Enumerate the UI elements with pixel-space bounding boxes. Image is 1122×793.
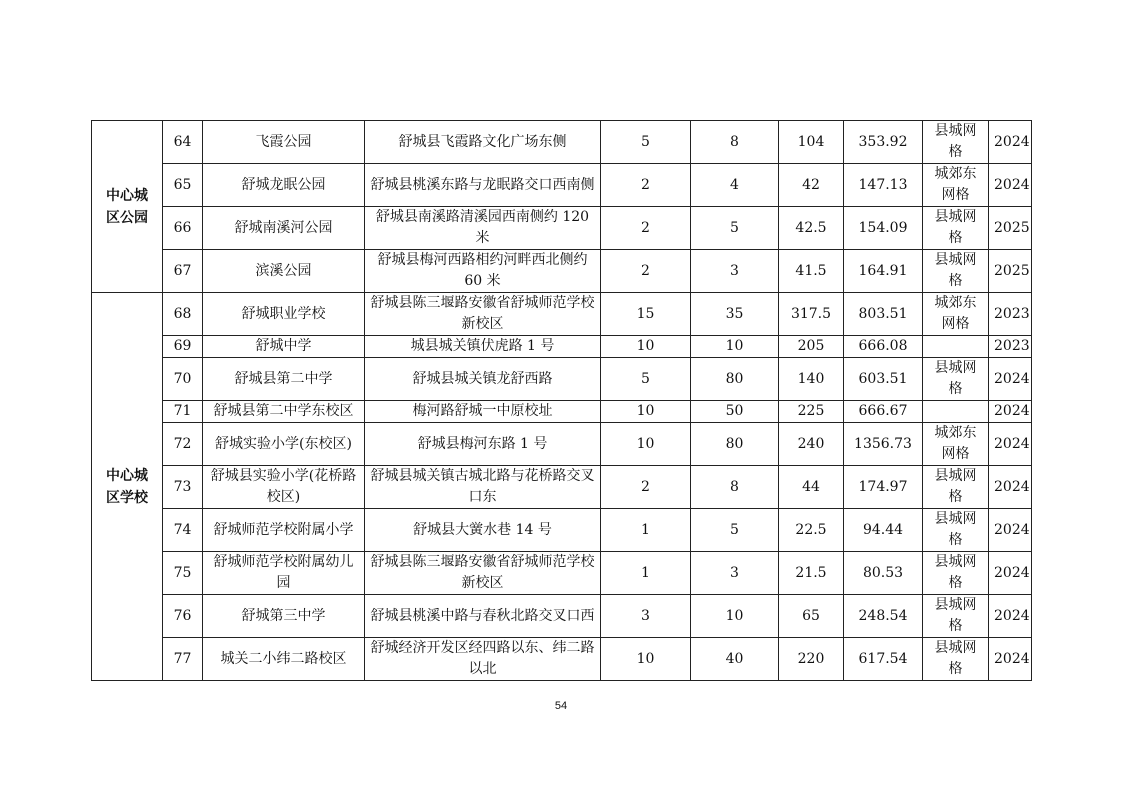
value-b-cell: 5 bbox=[691, 207, 779, 250]
value-b-cell: 10 bbox=[691, 595, 779, 638]
value-d-cell: 248.54 bbox=[844, 595, 923, 638]
value-a-cell: 2 bbox=[601, 250, 691, 293]
category-label: 中心城区公园 bbox=[106, 187, 148, 226]
value-c-cell: 140 bbox=[779, 358, 844, 401]
value-d-cell: 1356.73 bbox=[844, 423, 923, 466]
value-a-cell: 2 bbox=[601, 164, 691, 207]
value-d-cell: 154.09 bbox=[844, 207, 923, 250]
value-d-cell: 80.53 bbox=[844, 552, 923, 595]
year-cell: 2024 bbox=[989, 509, 1032, 552]
value-b-cell: 10 bbox=[691, 336, 779, 358]
value-b-cell: 3 bbox=[691, 250, 779, 293]
value-c-cell: 104 bbox=[779, 121, 844, 164]
table-row bbox=[92, 164, 1032, 207]
table-row bbox=[92, 358, 1032, 401]
year-cell: 2024 bbox=[989, 595, 1032, 638]
facility-name-cell: 飞霞公园 bbox=[203, 121, 365, 164]
value-b-cell: 5 bbox=[691, 509, 779, 552]
value-a-cell: 10 bbox=[601, 401, 691, 423]
table-row bbox=[92, 293, 1032, 336]
value-b-cell: 80 bbox=[691, 423, 779, 466]
table-row bbox=[92, 466, 1032, 509]
year-cell: 2025 bbox=[989, 250, 1032, 293]
value-d-cell: 803.51 bbox=[844, 293, 923, 336]
value-b-cell: 8 bbox=[691, 466, 779, 509]
location-cell: 舒城县城关镇古城北路与花桥路交叉口东 bbox=[365, 466, 601, 509]
facility-name-cell: 舒城第三中学 bbox=[203, 595, 365, 638]
grid-cell: 县城网格 bbox=[923, 638, 989, 681]
value-d-cell: 147.13 bbox=[844, 164, 923, 207]
year-cell: 2024 bbox=[989, 552, 1032, 595]
facility-name-cell: 舒城南溪河公园 bbox=[203, 207, 365, 250]
serial-number-cell: 73 bbox=[163, 466, 203, 509]
location-cell: 城县城关镇伏虎路 1 号 bbox=[365, 336, 601, 358]
grid-cell: 县城网格 bbox=[923, 207, 989, 250]
value-c-cell: 21.5 bbox=[779, 552, 844, 595]
value-d-cell: 603.51 bbox=[844, 358, 923, 401]
location-cell: 舒城县大黉水巷 14 号 bbox=[365, 509, 601, 552]
value-a-cell: 5 bbox=[601, 121, 691, 164]
location-cell: 舒城县飞霞路文化广场东侧 bbox=[365, 121, 601, 164]
serial-number-cell: 76 bbox=[163, 595, 203, 638]
category-cell bbox=[92, 121, 163, 293]
table-row bbox=[92, 638, 1032, 681]
value-c-cell: 41.5 bbox=[779, 250, 844, 293]
value-b-cell: 40 bbox=[691, 638, 779, 681]
value-a-cell: 2 bbox=[601, 466, 691, 509]
facility-name-cell: 舒城师范学校附属幼儿园 bbox=[203, 552, 365, 595]
value-a-cell: 10 bbox=[601, 638, 691, 681]
year-cell: 2023 bbox=[989, 293, 1032, 336]
value-c-cell: 42.5 bbox=[779, 207, 844, 250]
value-c-cell: 65 bbox=[779, 595, 844, 638]
grid-cell bbox=[923, 336, 989, 358]
facility-table bbox=[91, 120, 1032, 681]
serial-number-cell: 67 bbox=[163, 250, 203, 293]
serial-number-cell: 65 bbox=[163, 164, 203, 207]
category-cell bbox=[92, 293, 163, 681]
grid-cell: 县城网格 bbox=[923, 466, 989, 509]
location-cell: 舒城县梅河西路相约河畔西北侧约 60 米 bbox=[365, 250, 601, 293]
facility-name-cell: 舒城师范学校附属小学 bbox=[203, 509, 365, 552]
table-row bbox=[92, 423, 1032, 466]
value-d-cell: 666.67 bbox=[844, 401, 923, 423]
serial-number-cell: 74 bbox=[163, 509, 203, 552]
table-row bbox=[92, 250, 1032, 293]
location-cell: 舒城县陈三堰路安徽省舒城师范学校新校区 bbox=[365, 552, 601, 595]
value-a-cell: 5 bbox=[601, 358, 691, 401]
value-b-cell: 8 bbox=[691, 121, 779, 164]
value-c-cell: 205 bbox=[779, 336, 844, 358]
value-b-cell: 80 bbox=[691, 358, 779, 401]
location-cell: 舒城县梅河东路 1 号 bbox=[365, 423, 601, 466]
facility-name-cell: 舒城县实验小学(花桥路校区) bbox=[203, 466, 365, 509]
grid-cell: 城郊东网格 bbox=[923, 423, 989, 466]
year-cell: 2024 bbox=[989, 401, 1032, 423]
value-a-cell: 1 bbox=[601, 552, 691, 595]
table-row bbox=[92, 595, 1032, 638]
value-c-cell: 317.5 bbox=[779, 293, 844, 336]
serial-number-cell: 68 bbox=[163, 293, 203, 336]
value-c-cell: 240 bbox=[779, 423, 844, 466]
value-a-cell: 10 bbox=[601, 423, 691, 466]
value-d-cell: 617.54 bbox=[844, 638, 923, 681]
value-d-cell: 94.44 bbox=[844, 509, 923, 552]
value-d-cell: 164.91 bbox=[844, 250, 923, 293]
value-c-cell: 220 bbox=[779, 638, 844, 681]
facility-name-cell: 舒城县第二中学 bbox=[203, 358, 365, 401]
grid-cell: 县城网格 bbox=[923, 595, 989, 638]
value-b-cell: 50 bbox=[691, 401, 779, 423]
location-cell: 舒城经济开发区经四路以东、纬二路以北 bbox=[365, 638, 601, 681]
serial-number-cell: 71 bbox=[163, 401, 203, 423]
grid-cell: 城郊东网格 bbox=[923, 164, 989, 207]
serial-number-cell: 75 bbox=[163, 552, 203, 595]
facility-name-cell: 舒城实验小学(东校区) bbox=[203, 423, 365, 466]
value-a-cell: 1 bbox=[601, 509, 691, 552]
year-cell: 2024 bbox=[989, 423, 1032, 466]
value-a-cell: 15 bbox=[601, 293, 691, 336]
table-row bbox=[92, 509, 1032, 552]
category-label: 中心城区学校 bbox=[106, 467, 148, 506]
grid-cell: 县城网格 bbox=[923, 358, 989, 401]
location-cell: 舒城县城关镇龙舒西路 bbox=[365, 358, 601, 401]
page-number: 54 bbox=[554, 700, 568, 712]
year-cell: 2024 bbox=[989, 358, 1032, 401]
value-c-cell: 225 bbox=[779, 401, 844, 423]
location-cell: 梅河路舒城一中原校址 bbox=[365, 401, 601, 423]
serial-number-cell: 69 bbox=[163, 336, 203, 358]
facility-name-cell: 舒城龙眠公园 bbox=[203, 164, 365, 207]
value-c-cell: 22.5 bbox=[779, 509, 844, 552]
value-d-cell: 174.97 bbox=[844, 466, 923, 509]
serial-number-cell: 70 bbox=[163, 358, 203, 401]
facility-name-cell: 舒城县第二中学东校区 bbox=[203, 401, 365, 423]
location-cell: 舒城县陈三堰路安徽省舒城师范学校新校区 bbox=[365, 293, 601, 336]
table-row bbox=[92, 401, 1032, 423]
table-row bbox=[92, 207, 1032, 250]
facility-name-cell: 舒城中学 bbox=[203, 336, 365, 358]
table-row bbox=[92, 121, 1032, 164]
serial-number-cell: 72 bbox=[163, 423, 203, 466]
serial-number-cell: 77 bbox=[163, 638, 203, 681]
year-cell: 2024 bbox=[989, 121, 1032, 164]
value-b-cell: 35 bbox=[691, 293, 779, 336]
year-cell: 2024 bbox=[989, 164, 1032, 207]
value-c-cell: 44 bbox=[779, 466, 844, 509]
location-cell: 舒城县南溪路清溪园西南侧约 120 米 bbox=[365, 207, 601, 250]
location-cell: 舒城县桃溪中路与春秋北路交叉口西 bbox=[365, 595, 601, 638]
table-row bbox=[92, 336, 1032, 358]
year-cell: 2024 bbox=[989, 638, 1032, 681]
value-a-cell: 2 bbox=[601, 207, 691, 250]
value-c-cell: 42 bbox=[779, 164, 844, 207]
facility-name-cell: 舒城职业学校 bbox=[203, 293, 365, 336]
facility-name-cell: 城关二小纬二路校区 bbox=[203, 638, 365, 681]
facility-name-cell: 滨溪公园 bbox=[203, 250, 365, 293]
serial-number-cell: 64 bbox=[163, 121, 203, 164]
grid-cell bbox=[923, 401, 989, 423]
serial-number-cell: 66 bbox=[163, 207, 203, 250]
grid-cell: 县城网格 bbox=[923, 250, 989, 293]
grid-cell: 县城网格 bbox=[923, 509, 989, 552]
value-b-cell: 3 bbox=[691, 552, 779, 595]
year-cell: 2024 bbox=[989, 466, 1032, 509]
value-d-cell: 666.08 bbox=[844, 336, 923, 358]
grid-cell: 县城网格 bbox=[923, 552, 989, 595]
grid-cell: 县城网格 bbox=[923, 121, 989, 164]
table-row bbox=[92, 552, 1032, 595]
location-cell: 舒城县桃溪东路与龙眠路交口西南侧 bbox=[365, 164, 601, 207]
value-b-cell: 4 bbox=[691, 164, 779, 207]
year-cell: 2025 bbox=[989, 207, 1032, 250]
value-a-cell: 10 bbox=[601, 336, 691, 358]
value-a-cell: 3 bbox=[601, 595, 691, 638]
value-d-cell: 353.92 bbox=[844, 121, 923, 164]
grid-cell: 城郊东网格 bbox=[923, 293, 989, 336]
year-cell: 2023 bbox=[989, 336, 1032, 358]
